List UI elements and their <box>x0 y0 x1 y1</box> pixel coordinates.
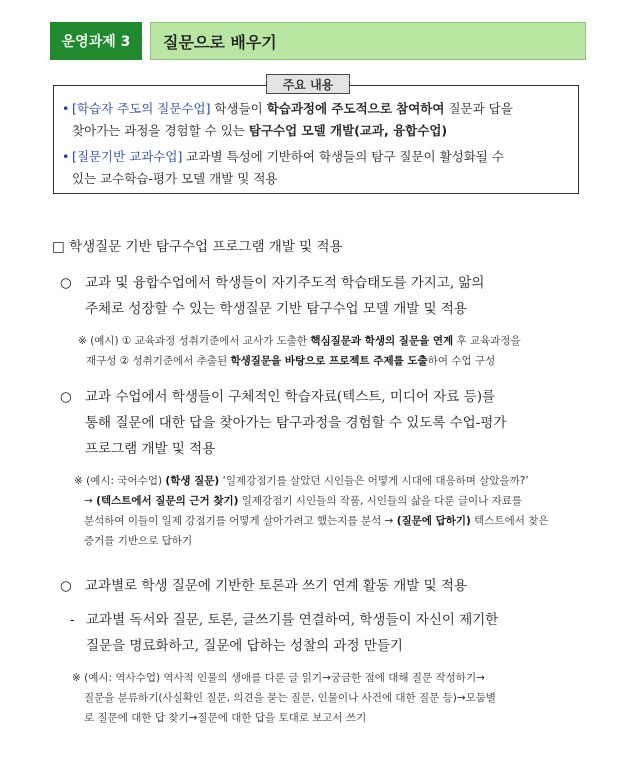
note-line: 로 질문에 대한 답 찾기→질문에 대한 답을 토대로 보고서 쓰기 <box>84 712 367 724</box>
summary-text: 질문과 답을 <box>444 101 513 116</box>
summary-label: 주요 내용 <box>266 74 350 94</box>
dash-item <box>70 607 575 659</box>
note-emphasis: (질문에 답하기) <box>396 515 471 527</box>
summary-item-heading: [학습자 주도의 질문수업] <box>72 101 211 116</box>
circle-bullet-icon: ○ <box>60 275 72 291</box>
sub-item <box>60 270 575 322</box>
summary-text: 있는 교수학습-평가 모델 개발 및 적용 <box>72 171 278 186</box>
sub-item-line: 교과별로 학생 질문에 기반한 토론과 쓰기 연계 활동 개발 및 적용 <box>85 578 467 594</box>
bullet: • <box>62 149 70 164</box>
summary-text: 교과별 특성에 기반하여 학생들의 탐구 질문이 활성화될 수 <box>182 149 504 164</box>
task-number-badge: 운영과제 3 <box>50 22 142 60</box>
note-text: ‘일제강점기를 살았던 시인들은 어떻게 시대에 대응하며 살았을까?’ <box>219 475 529 487</box>
summary-item <box>62 146 570 190</box>
summary-emphasis: 학습과정에 주도적으로 참여하여 <box>266 101 445 116</box>
sub-item-line: 교과 수업에서 학생들이 구체적인 학습자료(텍스트, 미디어 자료 등)를 <box>85 389 496 405</box>
note-text: 증거를 기반으로 답하기 <box>84 535 193 547</box>
sub-item-line: 프로그램 개발 및 적용 <box>85 441 216 457</box>
summary-emphasis: 탐구수업 모델 개발(교과, 융합수업) <box>248 123 448 138</box>
note-line: 질문을 분류하기(사실확인 질문, 의견을 묻는 질문, 인물이나 사건에 대한 질문 등)→모둠별 <box>84 692 497 704</box>
sub-item-line: 교과 및 융합수업에서 학생들이 자기주도적 학습태도를 가지고, 앎의 <box>85 275 485 291</box>
note-text: 후 교육과정을 <box>453 335 521 347</box>
dash-bullet-icon: - <box>70 612 75 628</box>
sub-item-line: 주체로 성장할 수 있는 학생질문 기반 탐구수업 모델 개발 및 적용 <box>85 301 467 317</box>
note-text: 재구성 ② 성취기준에서 추출된 <box>86 355 231 367</box>
dash-item-line: 교과별 독서와 질문, 토론, 글쓰기를 연결하여, 학생들이 자신이 제기한 <box>86 612 499 628</box>
example-note <box>74 471 584 551</box>
task-header <box>50 22 586 60</box>
summary-box <box>53 77 579 194</box>
summary-text: 찾아가는 과정을 경험할 수 있는 <box>72 123 249 138</box>
checkbox-square-icon: □ <box>52 239 65 255</box>
section-heading <box>52 235 343 255</box>
task-title: 질문으로 배우기 <box>150 22 586 60</box>
section-title: 학생질문 기반 탐구수업 프로그램 개발 및 적용 <box>69 239 343 255</box>
example-note <box>78 331 583 371</box>
circle-bullet-icon: ○ <box>60 578 72 594</box>
sub-item <box>60 573 575 599</box>
summary-item-heading: [질문기반 교과수업] <box>72 149 183 164</box>
summary-item <box>62 98 570 142</box>
note-text: → <box>84 495 97 507</box>
sub-item <box>60 384 575 462</box>
note-text: 분석하여 이들이 일제 강점기를 어떻게 살아가려고 했는지를 분석 → <box>84 515 397 527</box>
example-note <box>72 668 584 728</box>
circle-bullet-icon: ○ <box>60 389 72 405</box>
note-text: 하여 수업 구성 <box>427 355 496 367</box>
note-text: ※ (예시: 국어수업) <box>74 475 166 487</box>
note-line: ※ (예시: 역사수업) 역사적 인물의 생애를 다룬 글 읽기→궁금한 점에 대해 질문 작성하기→ <box>72 672 485 684</box>
dash-item-line: 질문을 명료화하고, 질문에 답하는 성찰의 과정 만들기 <box>86 638 403 654</box>
note-text: 텍스트에서 찾은 <box>470 515 549 527</box>
note-text: 일제강점기 시인들의 작품, 시인들의 삶을 다룬 글이나 자료를 <box>238 495 523 507</box>
note-emphasis: 학생질문을 바탕으로 프로젝트 주제를 도출 <box>230 355 428 367</box>
sub-item-line: 통해 질문에 대한 답을 찾아가는 탐구과정을 경험할 수 있도록 수업-평가 <box>85 415 507 431</box>
note-emphasis: 핵심질문과 학생의 질문을 연계 <box>310 335 454 347</box>
note-emphasis: (학생 질문) <box>165 475 220 487</box>
note-emphasis: (텍스트에서 질문의 근거 찾기) <box>96 495 239 507</box>
summary-text: 학생들이 <box>210 101 267 116</box>
bullet: • <box>62 101 70 116</box>
note-text: ※ (예시) ① 교육과정 성취기준에서 교사가 도출한 <box>78 335 311 347</box>
